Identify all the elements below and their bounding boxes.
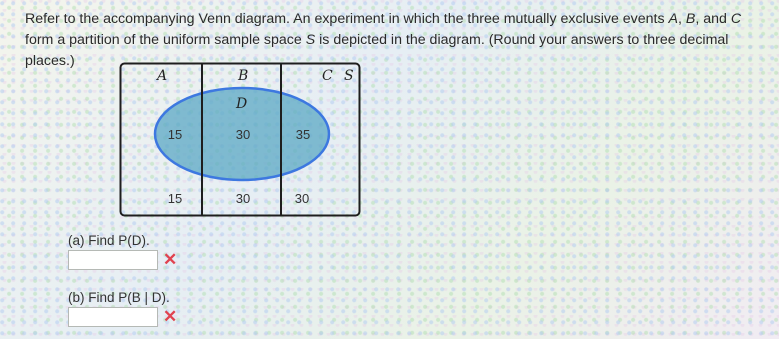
- event-a-symbol: A: [668, 11, 678, 27]
- part-b-prompt: (b) Find P(B | D).: [68, 290, 170, 305]
- region-c-outside-d: 30: [294, 191, 310, 206]
- event-c-symbol: C: [730, 11, 742, 27]
- region-a-outside-d: 15: [167, 191, 183, 206]
- label-a: A: [157, 68, 168, 84]
- region-b-outside-d: 30: [235, 191, 251, 206]
- part-b-incorrect-icon: ✕: [163, 307, 178, 326]
- region-b-in-d: 30: [235, 127, 251, 142]
- sample-space-symbol: S: [305, 32, 316, 48]
- part-b-answer-input[interactable]: [68, 307, 158, 327]
- region-a-in-d: 15: [167, 127, 183, 142]
- question-text: Refer to the accompanying Venn diagram. An experiment in which the three mutually exclusive events A, B, and C form a partition of the uniform sample space S is depicted in the diagram. (Round your answers to three decimal places.): [25, 11, 742, 69]
- venn-diagram: [119, 62, 364, 217]
- label-s: S: [344, 68, 354, 84]
- part-a-incorrect-icon: ✕: [163, 250, 178, 269]
- label-c: C: [322, 68, 333, 84]
- label-d: D: [236, 96, 248, 112]
- event-b-symbol: B: [685, 11, 696, 27]
- region-c-in-d: 35: [295, 127, 311, 142]
- label-b: B: [238, 68, 249, 84]
- part-a-answer-input[interactable]: [68, 250, 158, 270]
- part-a-prompt: (a) Find P(D).: [68, 233, 150, 248]
